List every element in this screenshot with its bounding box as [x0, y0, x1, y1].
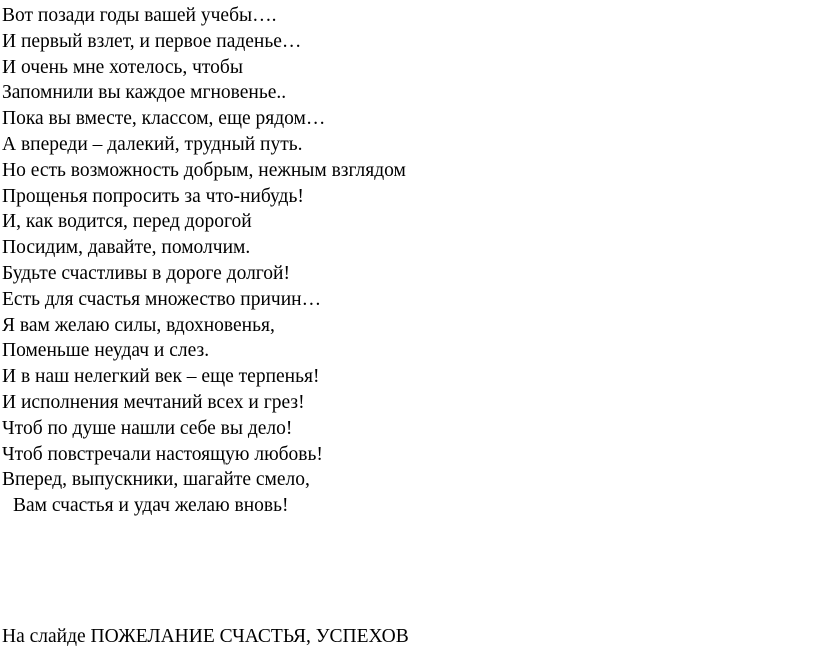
- poem-line-16: И исполнения мечтаний всех и грез!: [2, 391, 305, 413]
- poem-line-14: Поменьше неудач и слез.: [2, 340, 210, 362]
- poem-line-8: Прощенья попросить за что-нибудь!: [2, 185, 304, 207]
- poem-line-15: И в наш нелегкий век – еще терпенья!: [2, 366, 320, 388]
- poem-line-4: Запомнили вы каждое мгновенье..: [2, 82, 287, 104]
- poem-line-2: И первый взлет, и первое паденье…: [2, 30, 302, 52]
- poem-line-18: Чтоб повстречали настоящую любовь!: [2, 443, 323, 465]
- poem-line-9: И, как водится, перед дорогой: [2, 211, 252, 233]
- poem-text: [2, 3, 406, 519]
- poem-line-6: А впереди – далекий, трудный путь.: [2, 133, 303, 155]
- poem-line-11: Будьте счастливы в дороге долгой!: [2, 262, 290, 284]
- poem-line-19: Вперед, выпускники, шагайте смело,: [2, 469, 310, 491]
- slide-note: На слайде ПОЖЕЛАНИЕ СЧАСТЬЯ, УСПЕХОВ: [2, 626, 409, 647]
- poem-line-10: Посидим, давайте, помолчим.: [2, 237, 251, 259]
- poem-line-7: Но есть возможность добрым, нежным взглядом: [2, 159, 406, 181]
- poem-line-12: Есть для счастья множество причин…: [2, 288, 322, 310]
- poem-line-17: Чтоб по душе нашли себе вы дело!: [2, 417, 293, 439]
- poem-line-3: И очень мне хотелось, чтобы: [2, 56, 243, 78]
- poem-line-20: Вам счастья и удач желаю вновь!: [13, 495, 289, 517]
- poem-line-13: Я вам желаю силы, вдохновенья,: [2, 314, 275, 336]
- poem-line-5: Пока вы вместе, классом, еще рядом…: [2, 108, 326, 130]
- poem-line-1: Вот позади годы вашей учебы….: [2, 5, 277, 26]
